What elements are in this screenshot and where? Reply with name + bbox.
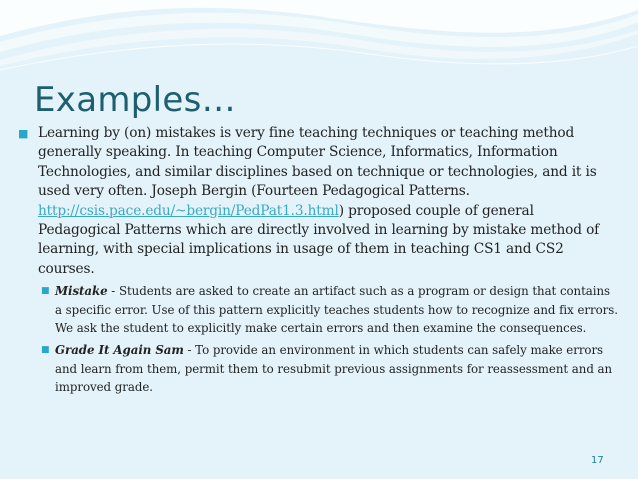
sub-bullet-term: Grade It Again Sam <box>55 343 184 358</box>
square-bullet-icon: ■ <box>41 345 50 356</box>
main-bullet-text-after-link: ) proposed couple of general Pedagogical Patterns which are directly involved in learning by mistake method of learning, with special implications in usage of them in teaching CS1 and CS2 courses. <box>38 202 600 277</box>
wave-decoration <box>0 0 638 80</box>
sub-bullet-text: - Students are asked to create an artifact such as a program or design that contains a specific error. Use of this pattern explicitly teaches students how to recognize and fix errors. We ask the student to explicitly make certain errors and then examine the consequences. <box>55 284 618 336</box>
square-bullet-icon: ■ <box>41 286 50 297</box>
square-bullet-icon: ■ <box>18 127 29 140</box>
main-bullet <box>18 124 618 279</box>
slide-title: Examples… <box>34 80 236 120</box>
page-number: 17 <box>591 455 604 466</box>
slide-body <box>18 124 618 397</box>
sub-bullet-mistake <box>41 282 618 337</box>
sub-bullet-text: - To provide an environment in which students can safely make errors and learn from them, permit them to resubmit previous assignments for reassessment and an improved grade. <box>55 343 613 395</box>
main-bullet-text-before-link: Learning by (on) mistakes is very fine teaching techniques or teaching method generally speaking. In teaching Computer Science, Informatics, Information Technologies, and similar disciplines based on technique or technologies, and it is used very often. Joseph Bergin (Fourteen Pedagogical Patterns. <box>38 125 597 200</box>
sub-bullet-term: Mistake <box>55 284 108 299</box>
sub-bullet-grade-it-again-sam <box>41 341 618 396</box>
bergin-link[interactable]: http://csis.pace.edu/~bergin/PedPat1.3.html <box>38 202 339 219</box>
